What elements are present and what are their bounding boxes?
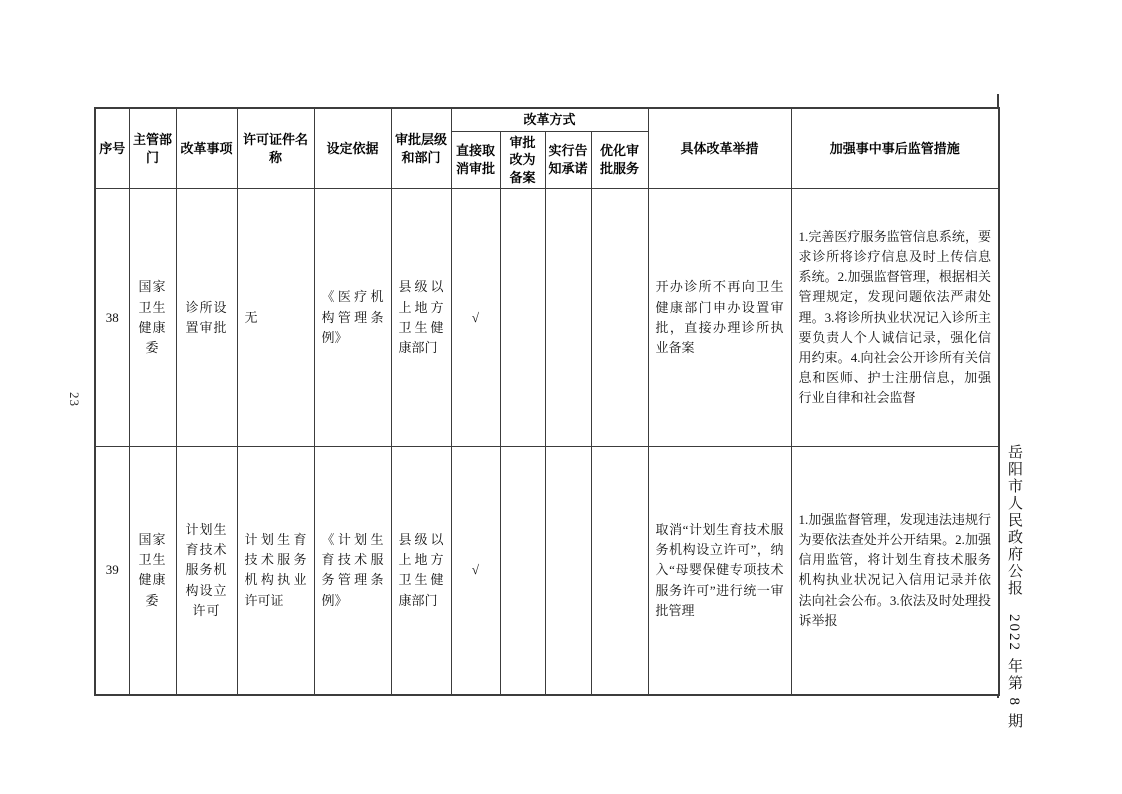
col-header-reform-mode-group: 改革方式	[451, 108, 648, 131]
table-row-38	[95, 189, 999, 447]
cell-mode-record-check	[500, 189, 545, 447]
cell-license: 计划生育技术服务机构执业许可证	[237, 447, 314, 695]
cell-mode-optimize-check	[591, 189, 648, 447]
col-header-no: 序号	[95, 108, 129, 189]
cell-mode-cancel-check: √	[451, 189, 500, 447]
cell-mode-optimize-check	[591, 447, 648, 695]
cell-dept: 国家卫生健康委	[129, 189, 176, 447]
col-header-mode-cancel: 直接取消审批	[451, 131, 500, 189]
cell-mode-cancel-check: √	[451, 447, 500, 695]
col-header-level: 审批层级和部门	[391, 108, 451, 189]
col-header-license: 许可证件名称	[237, 108, 314, 189]
cell-mode-promise-check	[545, 189, 591, 447]
col-header-basis: 设定依据	[314, 108, 391, 189]
col-header-mode-record: 审批改为备案	[500, 131, 545, 189]
cell-basis: 《医疗机构管理条例》	[314, 189, 391, 447]
cell-dept: 国家卫生健康委	[129, 447, 176, 695]
col-header-dept: 主管部门	[129, 108, 176, 189]
cell-mode-promise-check	[545, 447, 591, 695]
col-header-measures: 具体改革举措	[648, 108, 791, 189]
col-header-mode-optimize: 优化审批服务	[591, 131, 648, 189]
table-row-39	[95, 447, 999, 695]
cell-measures: 开办诊所不再向卫生健康部门申办设置审批，直接办理诊所执业备案	[648, 189, 791, 447]
cell-supervision: 1.加强监督管理，发现违法违规行为要依法查处并公开结果。2.加强信用监管，将计划生育技术服务机构执业状况记入信用记录并依法向社会公布。3.依法及时处理投诉举报	[791, 447, 999, 695]
cell-item: 计划生育技术服务机构设立许可	[176, 447, 237, 695]
gazette-caption: 岳阳市人民政府公报 2022 年第 8 期	[1006, 444, 1022, 730]
cell-no: 38	[95, 189, 129, 447]
cell-measures: 取消“计划生育技术服务机构设立许可”，纳入“母婴保健专项技术服务许可”进行统一审批管理	[648, 447, 791, 695]
col-header-supervision: 加强事中事后监管措施	[791, 108, 999, 189]
col-header-mode-promise: 实行告知承诺	[545, 131, 591, 189]
cell-supervision: 1.完善医疗服务监管信息系统，要求诊所将诊疗信息及时上传信息系统。2.加强监督管理，根据相关管理规定，发现问题依法严肃处理。3.将诊所执业状况记入诊所主要负责人个人诚信记录，强化信用约束。4.向社会公开诊所有关信息和医师、护士注册信息，加强行业自律和社会监督	[791, 189, 999, 447]
reform-items-table	[94, 107, 1000, 696]
col-header-item: 改革事项	[176, 108, 237, 189]
cell-level: 县级以上地方卫生健康部门	[391, 447, 451, 695]
cell-item: 诊所设置审批	[176, 189, 237, 447]
cell-basis: 《计划生育技术服务管理条例》	[314, 447, 391, 695]
cell-mode-record-check	[500, 447, 545, 695]
page-number: 23	[67, 392, 82, 407]
cell-license: 无	[237, 189, 314, 447]
header-row-top	[95, 108, 999, 131]
cell-level: 县级以上地方卫生健康部门	[391, 189, 451, 447]
cell-no: 39	[95, 447, 129, 695]
